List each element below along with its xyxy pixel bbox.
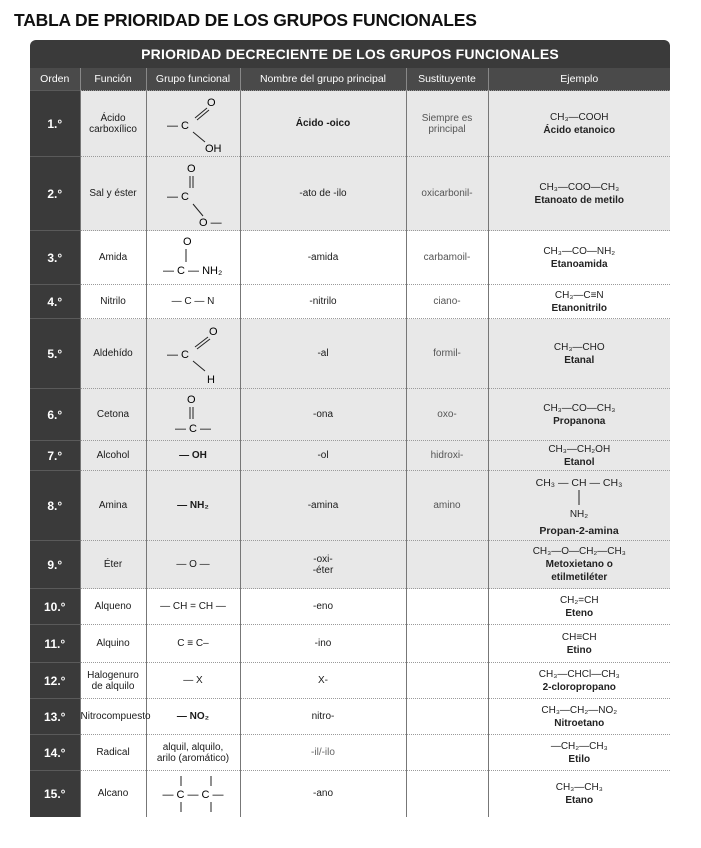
- svg-text:— C: — C: [167, 348, 189, 361]
- svg-text:— C —: — C —: [175, 422, 212, 435]
- svg-text:— C — NH₂: — C — NH₂: [163, 264, 223, 277]
- function-cell: Alcano: [80, 771, 146, 817]
- svg-text:OH: OH: [205, 142, 222, 154]
- ketone-group-structure: [153, 392, 233, 438]
- order-cell: 12.°: [30, 663, 80, 699]
- header-nombre-grupo: Nombre del grupo principal: [240, 68, 406, 91]
- function-cell: Nitrilo: [80, 285, 146, 319]
- order-cell: 4.°: [30, 285, 80, 319]
- svg-text:— C: — C: [167, 119, 189, 132]
- amine-example-structure: [504, 473, 654, 539]
- table-row: [30, 231, 670, 285]
- svg-text:— C — C —: — C — C —: [162, 788, 224, 801]
- name-cell: -al: [240, 319, 406, 389]
- example-cell: CH₃—CH₂OH Etanol: [488, 441, 670, 471]
- substituent-cell: [406, 735, 488, 771]
- substituent-cell: Siempre es principal: [406, 91, 488, 157]
- carboxylic-group-structure: [153, 94, 233, 154]
- function-cell: Éter: [80, 541, 146, 589]
- substituent-cell: [406, 589, 488, 625]
- example-cell: CH₃—O—CH₂—CH₃ Metoxietano o etilmetiléter: [488, 541, 670, 589]
- order-cell: 1.°: [30, 91, 80, 157]
- function-cell: Amina: [80, 471, 146, 541]
- substituent-cell: hidroxi-: [406, 441, 488, 471]
- group-cell: [146, 771, 240, 817]
- name-cell: -ato de -ilo: [240, 157, 406, 231]
- table-title: PRIORIDAD DECRECIENTE DE LOS GRUPOS FUNCIONALES: [30, 40, 670, 68]
- table-row: [30, 589, 670, 625]
- order-cell: 11.°: [30, 625, 80, 663]
- name-cell: -ano: [240, 771, 406, 817]
- order-cell: 8.°: [30, 471, 80, 541]
- table-row: [30, 285, 670, 319]
- order-cell: 2.°: [30, 157, 80, 231]
- group-cell: — OH: [146, 441, 240, 471]
- svg-text:O: O: [183, 235, 192, 248]
- function-cell: Ácido carboxílico: [80, 91, 146, 157]
- aldehyde-group-structure: [153, 323, 233, 385]
- group-cell: [146, 157, 240, 231]
- function-cell: Alcohol: [80, 441, 146, 471]
- table-row: [30, 699, 670, 735]
- group-cell: [146, 389, 240, 441]
- table-row: [30, 157, 670, 231]
- table-row: [30, 625, 670, 663]
- table-row: [30, 471, 670, 541]
- substituent-cell: amino: [406, 471, 488, 541]
- name-cell: Ácido -oico: [240, 91, 406, 157]
- order-cell: 9.°: [30, 541, 80, 589]
- table-row: [30, 663, 670, 699]
- alkane-group-structure: [151, 774, 235, 814]
- header-funcion: Función: [80, 68, 146, 91]
- group-cell: [146, 319, 240, 389]
- function-cell: Cetona: [80, 389, 146, 441]
- example-cell: CH₃—CHCl—CH₃ 2-cloropropano: [488, 663, 670, 699]
- group-cell: — C — N: [146, 285, 240, 319]
- svg-text:— C: — C: [167, 190, 189, 203]
- function-cell: Alqueno: [80, 589, 146, 625]
- function-cell: Alquino: [80, 625, 146, 663]
- svg-text:Propan-2-amina: Propan-2-amina: [539, 524, 619, 537]
- amide-group-structure: [151, 234, 235, 282]
- table-row: [30, 91, 670, 157]
- functional-groups-table: [30, 40, 670, 817]
- function-cell: Sal y éster: [80, 157, 146, 231]
- svg-text:O —: O —: [199, 216, 222, 228]
- order-cell: 14.°: [30, 735, 80, 771]
- svg-text:H: H: [207, 373, 215, 385]
- order-cell: 10.°: [30, 589, 80, 625]
- example-cell: CH≡CH Etino: [488, 625, 670, 663]
- example-cell: CH₃—CO—CH₃ Propanona: [488, 389, 670, 441]
- table-row: [30, 441, 670, 471]
- group-cell: — X: [146, 663, 240, 699]
- substituent-cell: oxicarbonil-: [406, 157, 488, 231]
- group-cell: — O —: [146, 541, 240, 589]
- name-cell: -oxi- -éter: [240, 541, 406, 589]
- substituent-cell: [406, 771, 488, 817]
- table-row: [30, 541, 670, 589]
- substituent-cell: [406, 625, 488, 663]
- function-cell: Halogenuro de alquilo: [80, 663, 146, 699]
- name-cell: -il/-ilo: [240, 735, 406, 771]
- function-cell: Nitrocompuesto: [80, 699, 146, 735]
- page-title: TABLA DE PRIORIDAD DE LOS GRUPOS FUNCIONALES: [14, 10, 477, 30]
- group-cell: [146, 231, 240, 285]
- name-cell: -amina: [240, 471, 406, 541]
- order-cell: 13.°: [30, 699, 80, 735]
- name-cell: nitro-: [240, 699, 406, 735]
- svg-text:NH₂: NH₂: [570, 508, 589, 520]
- table-row: [30, 735, 670, 771]
- name-cell: -ino: [240, 625, 406, 663]
- substituent-cell: ciano-: [406, 285, 488, 319]
- group-cell: — CH = CH —: [146, 589, 240, 625]
- table-row: [30, 771, 670, 817]
- example-cell: CH₂=CH Eteno: [488, 589, 670, 625]
- substituent-cell: carbamoil-: [406, 231, 488, 285]
- name-cell: -ona: [240, 389, 406, 441]
- example-cell: CH₃—COOH Ácido etanoico: [488, 91, 670, 157]
- example-cell: CH₃—CH₂—NO₂ Nitroetano: [488, 699, 670, 735]
- substituent-cell: [406, 699, 488, 735]
- group-cell: — NO₂: [146, 699, 240, 735]
- name-cell: -amida: [240, 231, 406, 285]
- example-cell: CH₃—C≡N Etanonitrilo: [488, 285, 670, 319]
- substituent-cell: [406, 663, 488, 699]
- group-cell: — NH₂: [146, 471, 240, 541]
- header-orden: Orden: [30, 68, 80, 91]
- order-cell: 15.°: [30, 771, 80, 817]
- svg-text:O: O: [187, 162, 196, 175]
- header-ejemplo: Ejemplo: [488, 68, 670, 91]
- group-cell: C ≡ C–: [146, 625, 240, 663]
- svg-text:O: O: [187, 393, 196, 406]
- svg-text:O: O: [207, 96, 216, 109]
- example-cell: [488, 471, 670, 541]
- example-cell: CH₃—CO—NH₂ Etanoamida: [488, 231, 670, 285]
- function-cell: Amida: [80, 231, 146, 285]
- order-cell: 3.°: [30, 231, 80, 285]
- name-cell: -eno: [240, 589, 406, 625]
- substituent-cell: oxo-: [406, 389, 488, 441]
- ester-group-structure: [153, 160, 233, 228]
- svg-text:O: O: [209, 325, 218, 338]
- function-cell: Radical: [80, 735, 146, 771]
- group-cell: alquil, alquilo, arilo (aromático): [146, 735, 240, 771]
- table-row: [30, 389, 670, 441]
- substituent-cell: formil-: [406, 319, 488, 389]
- header-grupo-funcional: Grupo funcional: [146, 68, 240, 91]
- header-sustituyente: Sustituyente: [406, 68, 488, 91]
- name-cell: X-: [240, 663, 406, 699]
- order-cell: 7.°: [30, 441, 80, 471]
- function-cell: Aldehído: [80, 319, 146, 389]
- table-row: [30, 319, 670, 389]
- group-cell: [146, 91, 240, 157]
- name-cell: -ol: [240, 441, 406, 471]
- order-cell: 5.°: [30, 319, 80, 389]
- example-cell: CH₃—COO—CH₃ Etanoato de metilo: [488, 157, 670, 231]
- example-cell: CH₃—CH₃ Etano: [488, 771, 670, 817]
- name-cell: -nitrilo: [240, 285, 406, 319]
- substituent-cell: [406, 541, 488, 589]
- order-cell: 6.°: [30, 389, 80, 441]
- svg-text:CH₃ — CH — CH₃: CH₃ — CH — CH₃: [535, 476, 623, 489]
- example-cell: CH₃—CHO Etanal: [488, 319, 670, 389]
- example-cell: —CH₂—CH₃ Etilo: [488, 735, 670, 771]
